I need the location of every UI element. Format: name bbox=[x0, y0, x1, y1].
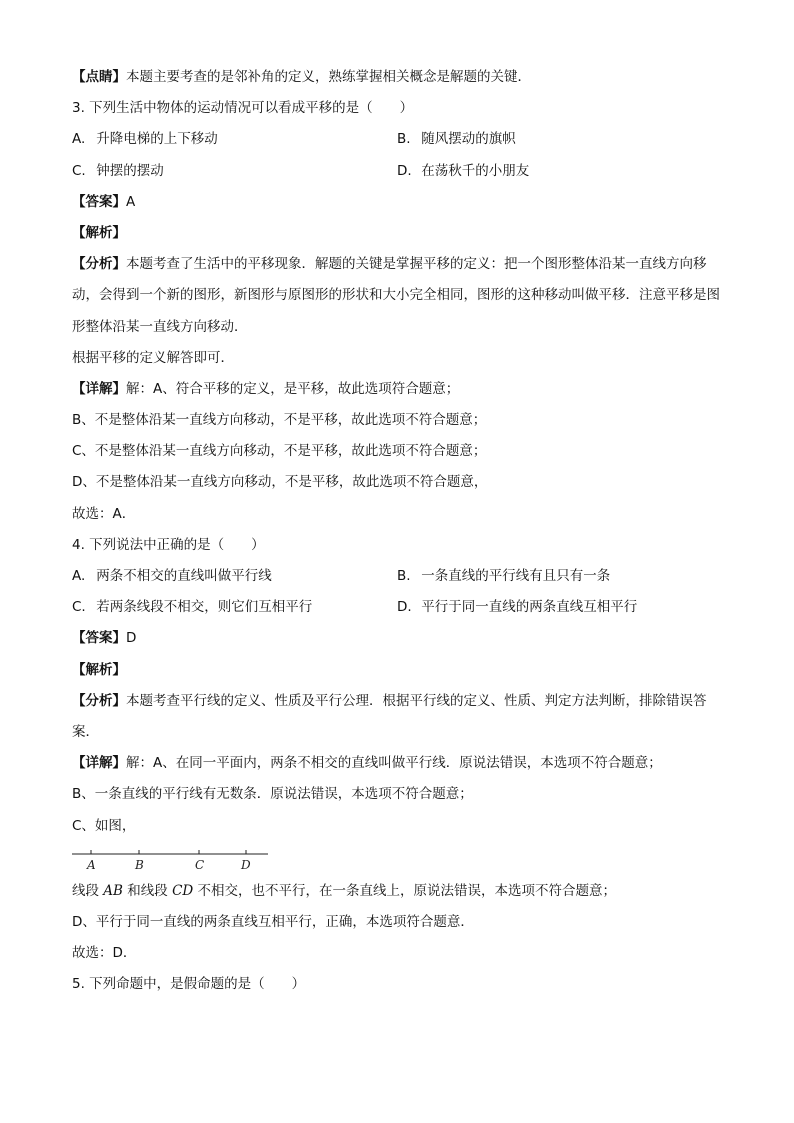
q3-options-row-2 bbox=[72, 156, 732, 187]
point-label-d: D bbox=[241, 857, 251, 872]
q4-c-pre: 线段 bbox=[72, 882, 104, 899]
q3-option-d-text: 在荡秋千的小朋友 bbox=[421, 162, 530, 179]
q4-options-row-2 bbox=[72, 592, 732, 623]
q4-option-a-key: A. bbox=[72, 568, 86, 585]
point-label-c: C bbox=[195, 857, 205, 872]
q4-option-a bbox=[72, 561, 397, 592]
q4-answer-line bbox=[72, 623, 732, 654]
q4-analysis-line bbox=[72, 655, 732, 686]
q3-option-a-text: 升降电梯的上下移动 bbox=[96, 131, 218, 148]
point-label-a: A bbox=[87, 857, 96, 872]
q3-fenxi-2: 根据平移的定义解答即可． bbox=[72, 349, 234, 366]
q3-option-b-key: B. bbox=[397, 131, 411, 148]
q4-option-a-text: 两条不相交的直线叫做平行线 bbox=[96, 568, 272, 585]
q3-option-c bbox=[72, 156, 397, 187]
q4-option-b bbox=[397, 561, 722, 592]
q3-option-c-text: 钟摆的摆动 bbox=[96, 162, 164, 179]
q3-analysis-tag: 【解析】 bbox=[72, 224, 126, 241]
q4-option-d-text: 平行于同一直线的两条直线互相平行 bbox=[421, 599, 638, 616]
q4-stem: 4. 下列说法中正确的是（ ） bbox=[72, 536, 265, 553]
q3-options-row-1 bbox=[72, 124, 732, 155]
q4-xiangjie-line-c2 bbox=[72, 876, 732, 907]
q3-fenxi-tag: 【分析】 bbox=[72, 256, 126, 273]
q4-option-b-text: 一条直线的平行线有且只有一条 bbox=[421, 568, 611, 585]
q4-xiangjie-tag: 【详解】 bbox=[72, 755, 126, 772]
segment-cd: CD bbox=[172, 882, 194, 899]
q4-xiangjie-line-b: B、一条直线的平行线有无数条．原说法错误，本选项不符合题意； bbox=[72, 786, 473, 803]
q3-xiangjie-line-1 bbox=[72, 374, 732, 405]
q3-option-d bbox=[397, 156, 722, 187]
q4-xiangjie-line-d: D、平行于同一直线的两条直线互相平行，正确，本选项符合题意． bbox=[72, 913, 474, 930]
q4-conclusion: 故选：D． bbox=[72, 945, 137, 962]
q4-option-d bbox=[397, 592, 722, 623]
q3-answer: A bbox=[126, 193, 136, 210]
q3-conclusion: 故选：A． bbox=[72, 505, 136, 522]
q4-c-mid: 和线段 bbox=[122, 882, 173, 899]
q3-xiangjie-tag: 【详解】 bbox=[72, 380, 126, 397]
q4-answer: D bbox=[126, 630, 137, 647]
q4-options-row-1 bbox=[72, 561, 732, 592]
q4-analysis-tag: 【解析】 bbox=[72, 661, 126, 678]
q4-fenxi-tag: 【分析】 bbox=[72, 692, 126, 709]
q3-fenxi-paragraph bbox=[72, 249, 732, 343]
point-label-b: B bbox=[135, 857, 144, 872]
q3-option-d-key: D. bbox=[397, 162, 412, 179]
q3-option-a-key: A. bbox=[72, 131, 86, 148]
q4-xiangjie-text-a: 解：A、在同一平面内，两条不相交的直线叫做平行线．原说法错误，本选项不符合题意； bbox=[126, 755, 662, 772]
q4-fenxi-text: 本题考查平行线的定义、性质及平行公理．根据平行线的定义、性质、判定方法判断，排除错误答案． bbox=[72, 692, 707, 740]
q3-option-a bbox=[72, 124, 397, 155]
q4-option-d-key: D. bbox=[397, 599, 412, 616]
q3-xiangjie-line-3: C、不是整体沿某一直线方向移动，不是平移，故此选项不符合题意； bbox=[72, 443, 487, 460]
q3-option-c-key: C. bbox=[72, 162, 86, 179]
q3-option-b-text: 随风摆动的旗帜 bbox=[421, 131, 516, 148]
q4-option-c bbox=[72, 592, 397, 623]
q4-option-c-key: C. bbox=[72, 599, 86, 616]
collinear-points-figure bbox=[72, 842, 732, 876]
q3-option-b bbox=[397, 124, 722, 155]
q4-option-b-key: B. bbox=[397, 568, 411, 585]
q3-answer-line bbox=[72, 187, 732, 218]
q4-xiangjie-line-1 bbox=[72, 748, 732, 779]
q3-answer-tag: 【答案】 bbox=[72, 193, 126, 210]
q3-xiangjie-line-4: D、不是整体沿某一直线方向移动，不是平移，故此选项不符合题意， bbox=[72, 474, 488, 491]
q3-analysis-line bbox=[72, 218, 732, 249]
q4-xiangjie-line-c: C、如图， bbox=[72, 817, 136, 834]
dianjing-text: 本题主要考查的是邻补角的定义，熟练掌握相关概念是解题的关键． bbox=[126, 69, 531, 85]
q3-fenxi-text: 本题考查了生活中的平移现象．解题的关键是掌握平移的定义：把一个图形整体沿某一直线方向移动，会得到一个新的图形，新图形与原图形的形状和大小完全相同，图形的这种移动叫做平移．注意平移是图形整体沿某一直线方向移动． bbox=[72, 256, 720, 335]
q3-xiangjie-text-1: 解：A、符合平移的定义，是平移，故此选项符合题意； bbox=[126, 380, 460, 397]
q4-option-c-text: 若两条线段不相交，则它们互相平行 bbox=[96, 599, 313, 616]
q5-stem: 5. 下列命题中，是假命题的是（ ） bbox=[72, 976, 306, 993]
segment-ab: AB bbox=[103, 882, 123, 899]
q4-answer-tag: 【答案】 bbox=[72, 630, 126, 647]
document-page bbox=[72, 62, 732, 1001]
line-segment-diagram bbox=[72, 846, 272, 876]
dianjing-tag: 【点睛】 bbox=[72, 69, 126, 85]
q3-stem: 3. 下列生活中物体的运动情况可以看成平移的是（ ） bbox=[72, 100, 414, 117]
q4-fenxi-paragraph bbox=[72, 686, 732, 748]
q4-c-post: 不相交，也不平行，在一条直线上，原说法错误，本选项不符合题意； bbox=[193, 882, 617, 899]
q3-xiangjie-line-2: B、不是整体沿某一直线方向移动，不是平移，故此选项不符合题意； bbox=[72, 412, 487, 429]
q2-dianjing-line bbox=[72, 62, 732, 93]
